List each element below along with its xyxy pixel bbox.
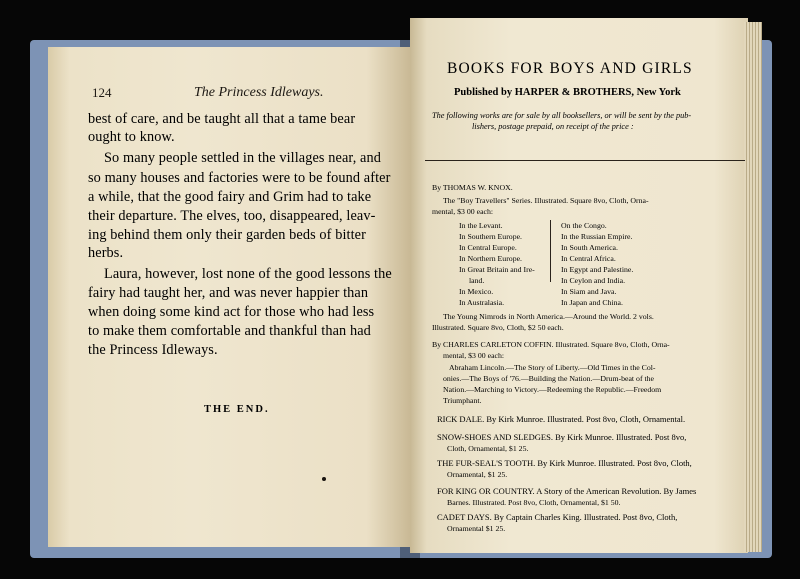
text-line: ought to know. (88, 129, 175, 145)
fur-seal-line-2: Ornamental, $1 25. (447, 470, 508, 479)
snow-shoes-line-2: Cloth, Ornamental, $1 25. (447, 444, 529, 453)
text-line: herbs. (88, 245, 124, 261)
king-country-line-2: Barnes. Illustrated. Post 8vo, Cloth, Ornamental, $1 50. (447, 498, 621, 507)
coffin-line-6: Triumphant. (443, 396, 482, 405)
knox-left-item: In Northern Europe. (459, 254, 523, 263)
text-line: ing behind them only their garden beds of bitter (88, 227, 366, 243)
knox-left-item: In Central Europe. (459, 243, 517, 252)
text-line: best of care, and be taught all that a tame bear (88, 111, 356, 127)
coffin-line-3: Abraham Lincoln.—The Story of Liberty.—Old Times in the Col- (449, 363, 656, 372)
text-line: their departure. The elves, too, disappeared, leav- (88, 208, 376, 224)
coffin-line-4: onies.—The Boys of '76.—Building the Nation.—Drum-beat of the (443, 374, 655, 383)
text-line: the Princess Idleways. (88, 342, 218, 358)
knox-right-item: In Central Africa. (561, 254, 616, 263)
knox-right-item: In the Russian Empire. (561, 232, 633, 241)
coffin-line-1: By CHARLES CARLETON COFFIN. Illustrated. Square 8vo, Cloth, Orna- (432, 340, 670, 349)
ad-title: BOOKS FOR BOYS AND GIRLS (447, 60, 693, 77)
knox-right-item: In Siam and Java. (561, 287, 617, 296)
text-line: so many houses and factories were to be found after (88, 170, 391, 186)
text-line: when doing some kind act for those who had less (88, 304, 375, 320)
king-country-line-1: FOR KING OR COUNTRY. A Story of the American Revolution. By James (437, 486, 697, 496)
text-line: fairy had taught her, and was never happier than (88, 285, 369, 301)
knox-author: By THOMAS W. KNOX. (432, 183, 513, 192)
text-line: So many people settled in the villages near, and (104, 150, 381, 166)
coffin-line-5: Nation.—Marching to Victory.—Redeeming the Republic.—Freedom (443, 385, 662, 394)
knox-series-2: mental, $3 00 each: (432, 207, 494, 216)
page-edges (744, 22, 762, 552)
knox-left-item: In Australasia. (459, 298, 505, 307)
header-rule (425, 160, 745, 161)
page-number: 124 (92, 85, 112, 100)
publisher-line: Published by HARPER & BROTHERS, New York (454, 87, 681, 98)
nimrods-line-1: The Young Nimrods in North America.—Around the World. 2 vols. (443, 312, 654, 321)
knox-right-item: In South America. (561, 243, 618, 252)
fur-seal-line-1: THE FUR-SEAL'S TOOTH. By Kirk Munroe. Illustrated. Post 8vo, Cloth, (437, 458, 692, 468)
knox-right-item: In Japan and China. (561, 298, 623, 307)
knox-left-item: In Great Britain and Ire- (459, 265, 535, 274)
running-head: The Princess Idleways. (194, 85, 324, 100)
nimrods-line-2: Illustrated. Square 8vo, Cloth, $2 50 each. (432, 323, 564, 332)
knox-left-item: In Mexico. (459, 287, 494, 296)
knox-left-item: In the Levant. (459, 221, 503, 230)
knox-series-1: The "Boy Travellers" Series. Illustrated. Square 8vo, Cloth, Orna- (443, 196, 649, 205)
text-line: Laura, however, lost none of the good lessons the (104, 266, 392, 282)
sale-note-2: lishers, postage prepaid, on receipt of the price : (472, 122, 634, 131)
the-end-label: THE END. (204, 404, 270, 415)
column-divider (550, 220, 551, 282)
text-line: to make them comfortable and thankful than had (88, 323, 371, 339)
knox-right-item: In Ceylon and India. (561, 276, 626, 285)
text-line: a while, that the good fairy and Grim had to take (88, 189, 372, 205)
knox-right-item: On the Congo. (561, 221, 607, 230)
sale-note-1: The following works are for sale by all booksellers, or will be sent by the pub- (432, 111, 692, 120)
ink-spot (322, 477, 326, 481)
knox-left-item: land. (469, 276, 485, 285)
snow-shoes-line-1: SNOW-SHOES AND SLEDGES. By Kirk Munroe. Illustrated. Post 8vo, (437, 432, 687, 442)
cadet-days-line-1: CADET DAYS. By Captain Charles King. Illustrated. Post 8vo, Cloth, (437, 512, 678, 522)
cadet-days-line-2: Ornamental $1 25. (447, 524, 506, 533)
coffin-line-2: mental, $3 00 each: (443, 351, 505, 360)
rick-dale-entry: RICK DALE. By Kirk Munroe. Illustrated. Post 8vo, Cloth, Ornamental. (437, 414, 686, 424)
knox-left-item: In Southern Europe. (459, 232, 523, 241)
knox-right-item: In Egypt and Palestine. (561, 265, 634, 274)
